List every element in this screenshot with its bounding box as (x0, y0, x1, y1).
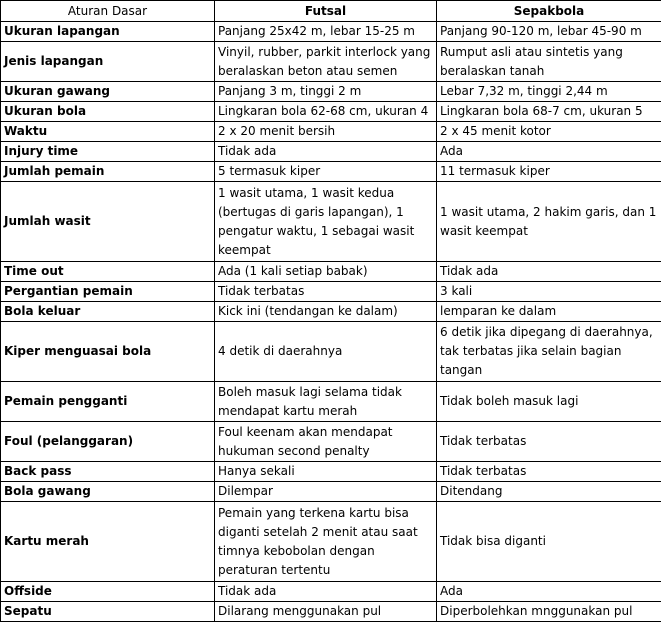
futsal-cell: Panjang 3 m, tinggi 2 m (215, 82, 437, 102)
sepakbola-cell: Lingkaran bola 68-7 cm, ukuran 5 (437, 102, 661, 122)
row-label: Ukuran lapangan (1, 22, 215, 42)
row-label: Foul (pelanggaran) (1, 422, 215, 462)
futsal-cell: 5 termasuk kiper (215, 162, 437, 182)
futsal-cell: Tidak ada (215, 582, 437, 602)
row-label: Waktu (1, 122, 215, 142)
sepakbola-cell: 3 kali (437, 282, 661, 302)
table-row (1, 22, 661, 42)
futsal-cell: Lingkaran bola 62-68 cm, ukuran 4 (215, 102, 437, 122)
table-row (1, 182, 661, 262)
futsal-cell: 4 detik di daerahnya (215, 322, 437, 382)
sepakbola-cell: Tidak terbatas (437, 422, 661, 462)
futsal-cell: Vinyil, rubber, parkit interlock yang beralaskan beton atau semen (215, 42, 437, 82)
row-label: Jumlah pemain (1, 162, 215, 182)
futsal-cell: Boleh masuk lagi selama tidak mendapat kartu merah (215, 382, 437, 422)
table-row (1, 482, 661, 502)
sepakbola-cell: lemparan ke dalam (437, 302, 661, 322)
futsal-cell: Tidak terbatas (215, 282, 437, 302)
header-row (1, 1, 661, 22)
table-row (1, 422, 661, 462)
table-row (1, 82, 661, 102)
sepakbola-cell: Ada (437, 142, 661, 162)
futsal-cell: Pemain yang terkena kartu bisa diganti setelah 2 menit atau saat timnya kebobolan dengan peraturan tertentu (215, 502, 437, 582)
row-label: Jumlah wasit (1, 182, 215, 262)
futsal-cell: Hanya sekali (215, 462, 437, 482)
row-label: Kiper menguasai bola (1, 322, 215, 382)
sepakbola-cell: Panjang 90-120 m, lebar 45-90 m (437, 22, 661, 42)
futsal-cell: Ada (1 kali setiap babak) (215, 262, 437, 282)
table-row (1, 122, 661, 142)
table-row (1, 502, 661, 582)
row-label: Ukuran gawang (1, 82, 215, 102)
row-label: Pergantian pemain (1, 282, 215, 302)
table-row (1, 102, 661, 122)
row-label: Injury time (1, 142, 215, 162)
row-label: Time out (1, 262, 215, 282)
table-body (1, 22, 661, 622)
table-row (1, 162, 661, 182)
table-row (1, 282, 661, 302)
sepakbola-cell: Lebar 7,32 m, tinggi 2,44 m (437, 82, 661, 102)
sepakbola-cell: 2 x 45 menit kotor (437, 122, 661, 142)
sepakbola-cell: Tidak ada (437, 262, 661, 282)
futsal-cell: Dilarang menggunakan pul (215, 602, 437, 622)
row-label: Kartu merah (1, 502, 215, 582)
header-sepakbola: Sepakbola (437, 1, 661, 22)
sepakbola-cell: 1 wasit utama, 2 hakim garis, dan 1 wasit keempat (437, 182, 661, 262)
table-row (1, 302, 661, 322)
table-row (1, 462, 661, 482)
sepakbola-cell: Ada (437, 582, 661, 602)
sepakbola-cell: Diperbolehkan mnggunakan pul (437, 602, 661, 622)
sepakbola-cell: Ditendang (437, 482, 661, 502)
futsal-cell: Panjang 25x42 m, lebar 15-25 m (215, 22, 437, 42)
sepakbola-cell: Tidak bisa diganti (437, 502, 661, 582)
table-row (1, 602, 661, 622)
sepakbola-cell: Rumput asli atau sintetis yang beralaskan tanah (437, 42, 661, 82)
row-label: Ukuran bola (1, 102, 215, 122)
futsal-cell: Tidak ada (215, 142, 437, 162)
futsal-cell: Kick ini (tendangan ke dalam) (215, 302, 437, 322)
table-row (1, 142, 661, 162)
sepakbola-cell: Tidak terbatas (437, 462, 661, 482)
table-row (1, 322, 661, 382)
futsal-cell: Foul keenam akan mendapat hukuman second penalty (215, 422, 437, 462)
row-label: Jenis lapangan (1, 42, 215, 82)
row-label: Back pass (1, 462, 215, 482)
futsal-cell: Dilempar (215, 482, 437, 502)
row-label: Bola gawang (1, 482, 215, 502)
row-label: Pemain pengganti (1, 382, 215, 422)
header-rule: Aturan Dasar (1, 1, 215, 22)
futsal-cell: 1 wasit utama, 1 wasit kedua (bertugas di garis lapangan), 1 pengatur waktu, 1 sebagai wasit keempat (215, 182, 437, 262)
table-row (1, 262, 661, 282)
row-label: Offside (1, 582, 215, 602)
futsal-cell: 2 x 20 menit bersih (215, 122, 437, 142)
table-row (1, 382, 661, 422)
table-row (1, 42, 661, 82)
sepakbola-cell: Tidak boleh masuk lagi (437, 382, 661, 422)
sepakbola-cell: 11 termasuk kiper (437, 162, 661, 182)
header-futsal: Futsal (215, 1, 437, 22)
row-label: Sepatu (1, 602, 215, 622)
sepakbola-cell: 6 detik jika dipegang di daerahnya, tak terbatas jika selain bagian tangan (437, 322, 661, 382)
table-row (1, 582, 661, 602)
row-label: Bola keluar (1, 302, 215, 322)
